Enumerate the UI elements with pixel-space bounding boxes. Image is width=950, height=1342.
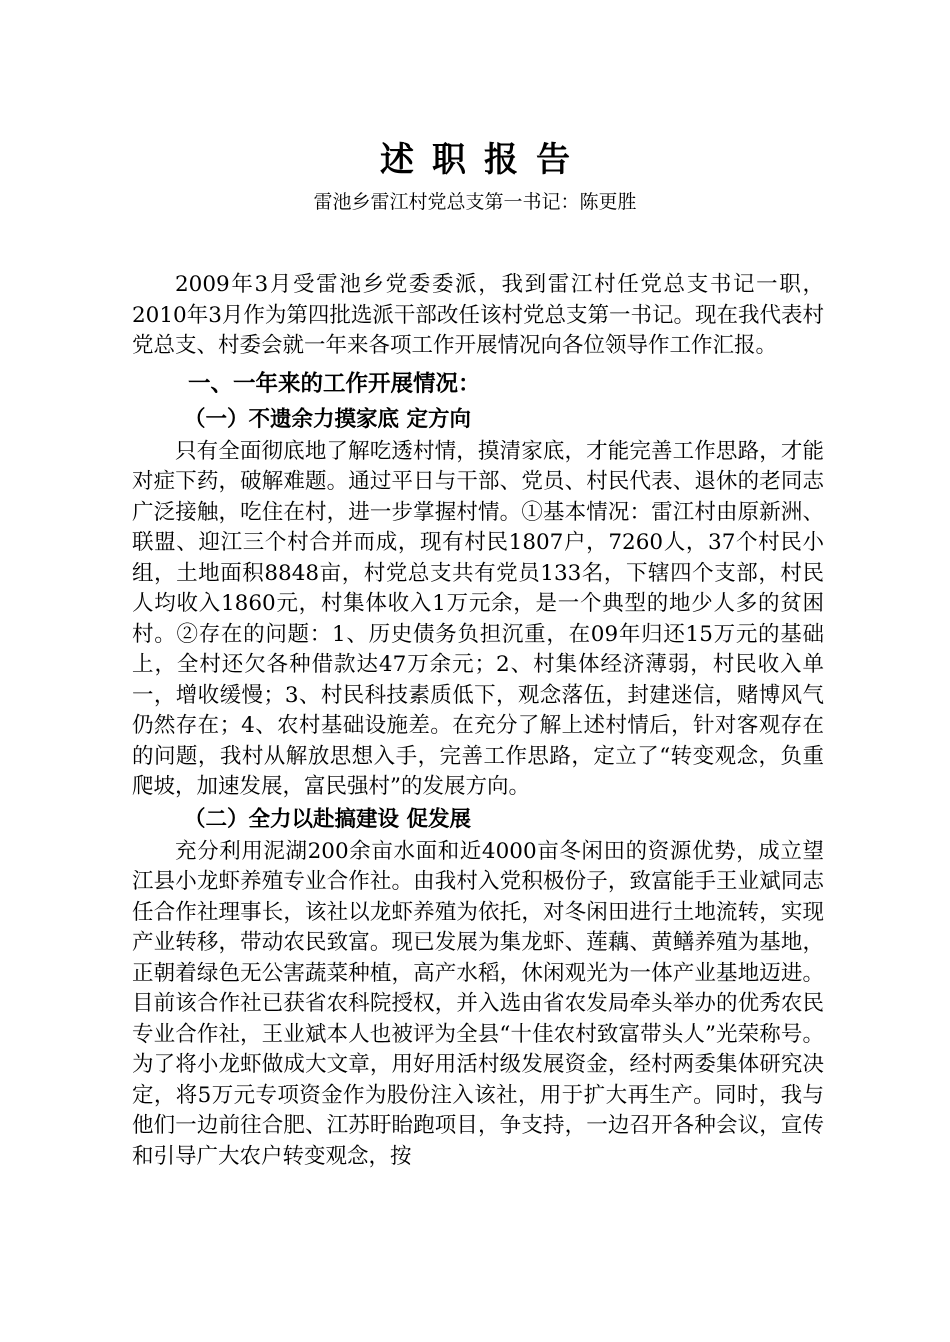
subsection-1-paragraph: 只有全面彻底地了解吃透村情，摸清家底，才能完善工作思路，才能对症下药，破解难题。通过平日与干部、党员、村民代表、退休的老同志广泛接触，吃住在村，进一步掌握村情。①基本情况：雷江村由原新洲、联盟、迎江三个村合并而成，现有村民1807户，7260人，37个村民小组，土地面积8848亩，村党总支共有党员133名，下辖四个支部，村民人均收入1860元，村集体收入1万元余，是一个典型的地少人多的贫困村。②存在的问题：1、历史债务负担沉重，在09年归还15万元的基础上，全村还欠各种借款达47万余元；2、村集体经济薄弱，村民收入单一，增收缓慢；3、村民科技素质低下，观念落伍，封建迷信，赌博风气仍然存在；4、农村基础设施差。在充分了解上述村情后，针对客观存在的问题，我村从解放思想入手，完善工作思路，定立了“转变观念，负重爬坡，加速发展，富民强村”的发展方向。: [132, 438, 824, 799]
report-title: 述职报告: [380, 140, 588, 180]
report-body: [132, 270, 824, 1172]
report-author-line: 雷池乡雷江村党总支第一书记：陈更胜: [313, 191, 637, 213]
intro-paragraph: 2009年3月受雷池乡党委委派，我到雷江村任党总支书记一职，2010年3月作为第四批选派干部改任该村党总支第一书记。现在我代表村党总支、村委会就一年来各项工作开展情况向各位领导作工作汇报。: [132, 272, 824, 358]
subsection-2-paragraph: 充分利用泥湖200余亩水面和近4000亩冬闲田的资源优势，成立望江县小龙虾养殖专业合作社。由我村入党积极份子，致富能手王业斌同志任合作社理事长，该社以龙虾养殖为依托，对冬闲田进行土地流转，实现产业转移，带动农民致富。现已发展为集龙虾、莲藕、黄鳝养殖为基地，正朝着绿色无公害蔬菜种植，高产水稻，休闲观光为一体产业基地迈进。目前该合作社已获省农科院授权，并入选由省农发局牵头举办的优秀农民专业合作社，王业斌本人也被评为全县“十佳农村致富带头人”光荣称号。为了将小龙虾做成大文章，用好用活村级发展资金，经村两委集体研究决定，将5万元专项资金作为股份注入该社，用于扩大再生产。同时，我与他们一边前往合肥、江苏盱眙跑项目，争支持，一边召开各种会议，宣传和引导广大农户转变观念，按: [132, 838, 824, 1169]
subsection-heading-1: （一）不遗余力摸家底 定方向: [184, 406, 471, 432]
section-heading-1: 一、一年来的工作开展情况：: [188, 370, 481, 397]
subsection-heading-2: （二）全力以赴搞建设 促发展: [184, 806, 471, 832]
